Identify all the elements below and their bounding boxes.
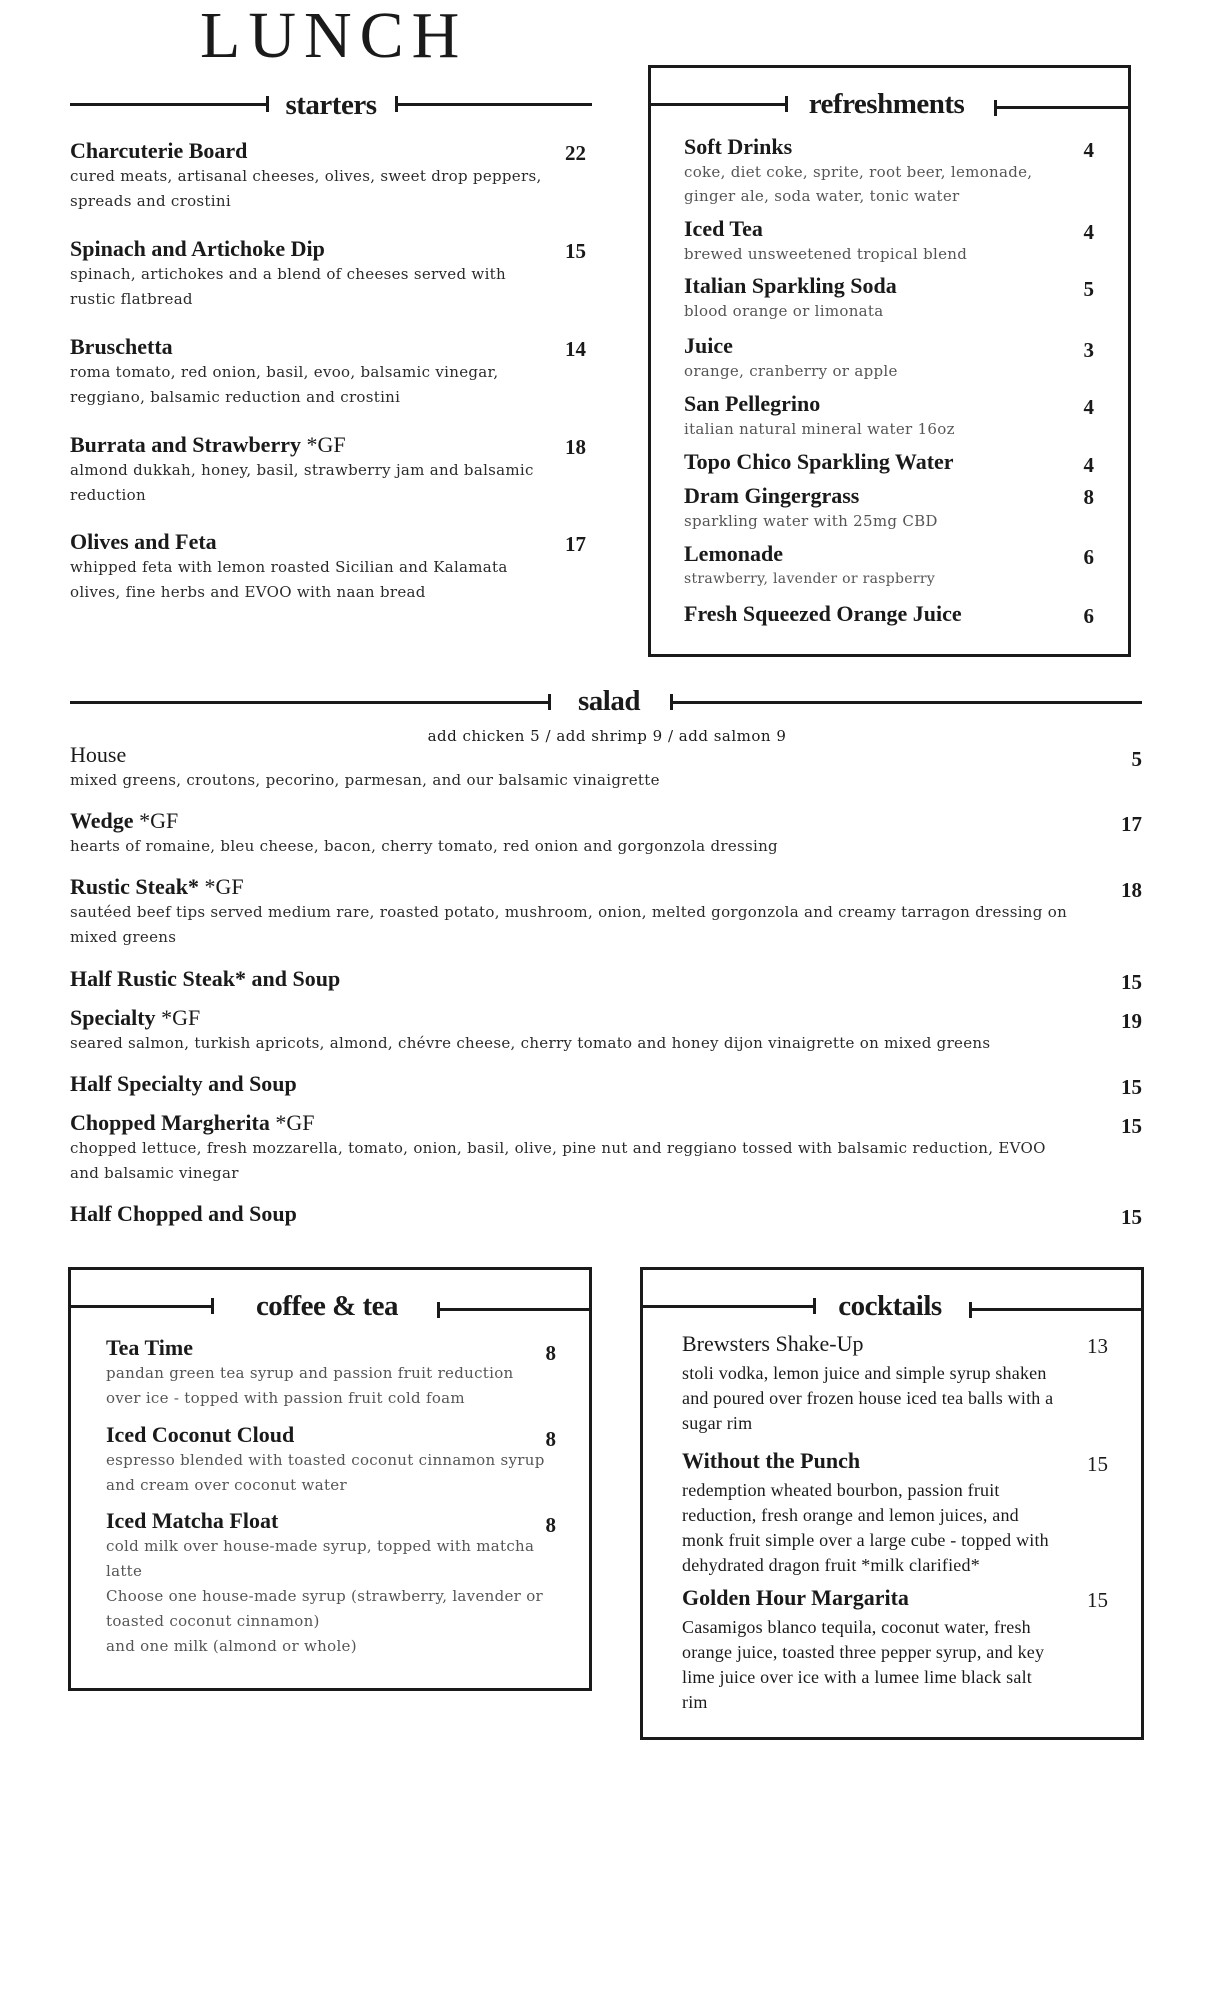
menu-item [70, 966, 1070, 992]
item-price: 3 [1083, 338, 1094, 362]
item-description: brewed unsweetened tropical blend [684, 245, 968, 263]
menu-item [70, 1201, 1070, 1227]
item-price: 6 [1083, 545, 1094, 569]
item-name: Brewsters Shake-Up [682, 1331, 864, 1356]
divider-tick [548, 694, 551, 710]
item-name: Soft Drinks [684, 134, 793, 159]
menu-item [682, 1448, 1062, 1578]
menu-item [70, 236, 550, 312]
item-name: Iced Matcha Float [106, 1508, 279, 1533]
coffee-tea-heading: coffee & tea [255, 1290, 399, 1322]
menu-item [70, 138, 550, 214]
item-name: Half Rustic Steak* and Soup [70, 966, 341, 991]
divider-tick [813, 1298, 816, 1314]
item-price: 15 [1087, 1588, 1108, 1612]
menu-item [684, 483, 1064, 533]
item-name: Juice [684, 333, 733, 358]
item-name: Half Chopped and Soup [70, 1201, 297, 1226]
item-description: whipped feta with lemon roasted Sicilian and Kalamata olives, fine herbs and EVOO with naan bread [70, 558, 508, 601]
divider [994, 106, 1128, 109]
item-name: Spinach and Artichoke Dip [70, 236, 325, 261]
item-price: 15 [1087, 1452, 1108, 1476]
menu-item [106, 1508, 546, 1659]
divider [643, 1305, 814, 1308]
menu-item [684, 333, 1064, 383]
item-description: seared salmon, turkish apricots, almond, chévre cheese, cherry tomato and honey dijon vinaigrette on mixed greens [70, 1034, 991, 1052]
menu-item [70, 1110, 1070, 1186]
item-name: Tea Time [106, 1335, 194, 1360]
item-name: Burrata and Strawberry [70, 432, 301, 457]
item-name: Charcuterie Board [70, 138, 248, 163]
item-price: 15 [1121, 970, 1142, 994]
item-name: Without the Punch [682, 1448, 861, 1473]
item-description: blood orange or limonata [684, 302, 884, 320]
menu-item [682, 1585, 1062, 1715]
item-price: 8 [545, 1513, 556, 1537]
divider-tick [785, 96, 788, 112]
item-description: chopped lettuce, fresh mozzarella, tomato, onion, basil, olive, pine nut and reggiano tossed with balsamic reduction, EVOO and balsamic vinegar [70, 1139, 1046, 1182]
menu-item [684, 134, 1064, 208]
item-name: Golden Hour Margarita [682, 1585, 909, 1610]
gf-marker: *GF [139, 808, 179, 833]
item-note: and one milk (almond or whole) [106, 1637, 357, 1655]
item-price: 4 [1083, 453, 1094, 477]
menu-item [70, 334, 550, 410]
item-description: stoli vodka, lemon juice and simple syrup shaken and poured over frozen house iced tea balls with a sugar rim [682, 1363, 1054, 1433]
item-name: Italian Sparkling Soda [684, 273, 897, 298]
item-price: 18 [1121, 878, 1142, 902]
item-name: Iced Coconut Cloud [106, 1422, 295, 1447]
item-description: sautéed beef tips served medium rare, roasted potato, mushroom, onion, melted gorgonzola and creamy tarragon dressing on mixed greens [70, 903, 1068, 946]
item-price: 13 [1087, 1334, 1108, 1358]
item-description: hearts of romaine, bleu cheese, bacon, cherry tomato, red onion and gorgonzola dressing [70, 837, 778, 855]
gf-marker: *GF [275, 1110, 315, 1135]
item-price: 19 [1121, 1009, 1142, 1033]
item-price: 6 [1083, 604, 1094, 628]
item-name: Lemonade [684, 541, 783, 566]
item-name: Chopped Margherita [70, 1110, 270, 1135]
item-name: San Pellegrino [684, 391, 821, 416]
menu-item [684, 449, 1064, 475]
item-price: 15 [1121, 1114, 1142, 1138]
item-price: 4 [1083, 395, 1094, 419]
item-description: strawberry, lavender or raspberry [684, 571, 936, 587]
item-price: 22 [565, 141, 586, 165]
item-description: coke, diet coke, sprite, root beer, lemonade, ginger ale, soda water, tonic water [684, 163, 1033, 205]
divider-tick [266, 96, 269, 112]
item-price: 17 [565, 532, 586, 556]
item-description: cured meats, artisanal cheeses, olives, sweet drop peppers, spreads and crostini [70, 167, 542, 210]
divider [670, 701, 1142, 704]
menu-item [70, 432, 550, 508]
item-description: mixed greens, croutons, pecorino, parmesan, and our balsamic vinaigrette [70, 771, 660, 789]
menu-item [106, 1422, 546, 1498]
menu-item [684, 216, 1064, 266]
item-description: cold milk over house-made syrup, topped with matcha latte [106, 1537, 535, 1580]
item-price: 5 [1083, 277, 1094, 301]
item-name: Topo Chico Sparkling Water [684, 449, 954, 474]
item-price: 8 [545, 1341, 556, 1365]
item-price: 15 [1121, 1205, 1142, 1229]
item-price: 17 [1121, 812, 1142, 836]
item-price: 14 [565, 337, 586, 361]
divider [71, 1305, 212, 1308]
divider [437, 1308, 589, 1311]
item-price: 15 [1121, 1075, 1142, 1099]
item-name: Bruschetta [70, 334, 173, 359]
menu-item [684, 391, 1064, 441]
item-name: Dram Gingergrass [684, 483, 860, 508]
item-price: 18 [565, 435, 586, 459]
item-description: spinach, artichokes and a blend of cheeses served with rustic flatbread [70, 265, 506, 308]
item-name: Fresh Squeezed Orange Juice [684, 601, 962, 626]
salad-addons: add chicken 5 / add shrimp 9 / add salmon 9 [427, 727, 787, 745]
item-name: House [70, 742, 127, 767]
menu-item [70, 742, 1070, 793]
item-name: Half Specialty and Soup [70, 1071, 297, 1096]
item-price: 15 [565, 239, 586, 263]
item-name: Wedge [70, 808, 134, 833]
item-description: espresso blended with toasted coconut cinnamon syrup and cream over coconut water [106, 1451, 545, 1494]
menu-item [70, 1071, 1070, 1097]
item-price: 5 [1131, 747, 1142, 771]
divider-tick [211, 1298, 214, 1314]
item-price: 8 [545, 1427, 556, 1451]
menu-item [70, 1005, 1070, 1056]
divider [651, 103, 786, 106]
item-description: orange, cranberry or apple [684, 362, 898, 380]
gf-marker: *GF [161, 1005, 201, 1030]
salad-heading: salad [578, 685, 640, 717]
item-price: 4 [1083, 220, 1094, 244]
menu-item [684, 273, 1064, 323]
gf-marker: *GF [204, 874, 244, 899]
item-description: almond dukkah, honey, basil, strawberry jam and balsamic reduction [70, 461, 534, 504]
item-name: Olives and Feta [70, 529, 217, 554]
item-price: 4 [1083, 138, 1094, 162]
divider [969, 1308, 1141, 1311]
item-description: italian natural mineral water 16oz [684, 420, 955, 438]
item-description: sparkling water with 25mg CBD [684, 512, 938, 530]
menu-title: LUNCH [200, 0, 468, 72]
menu-item [682, 1331, 1062, 1436]
item-price: 8 [1083, 485, 1094, 509]
menu-item [684, 601, 1064, 627]
item-name: Rustic Steak* [70, 874, 199, 899]
divider [70, 701, 550, 704]
item-description: roma tomato, red onion, basil, evoo, balsamic vinegar, reggiano, balsamic reduction and crostini [70, 363, 499, 406]
item-description: pandan green tea syrup and passion fruit reduction over ice - topped with passion fruit cold foam [106, 1364, 514, 1407]
item-description: redemption wheated bourbon, passion fruit reduction, fresh orange and lemon juices, and monk fruit simple over a large cube - topped with dehydrated dragon fruit *milk clarified* [682, 1480, 1049, 1575]
item-name: Specialty [70, 1005, 156, 1030]
menu-item [106, 1335, 546, 1411]
item-name: Iced Tea [684, 216, 763, 241]
cocktails-heading: cocktails [838, 1290, 942, 1322]
menu-item [70, 808, 1070, 859]
divider [395, 103, 592, 106]
menu-item [70, 529, 550, 605]
item-note: Choose one house-made syrup (strawberry, lavender or toasted coconut cinnamon) [106, 1587, 543, 1630]
menu-item [70, 874, 1070, 950]
item-description: Casamigos blanco tequila, coconut water, fresh orange juice, toasted three pepper syrup, and key lime juice over ice with a lumee lime black salt rim [682, 1617, 1045, 1712]
starters-heading: starters [285, 89, 377, 121]
refreshments-heading: refreshments [808, 88, 965, 120]
divider [70, 103, 268, 106]
gf-marker: *GF [306, 432, 346, 457]
menu-item [684, 541, 1064, 591]
